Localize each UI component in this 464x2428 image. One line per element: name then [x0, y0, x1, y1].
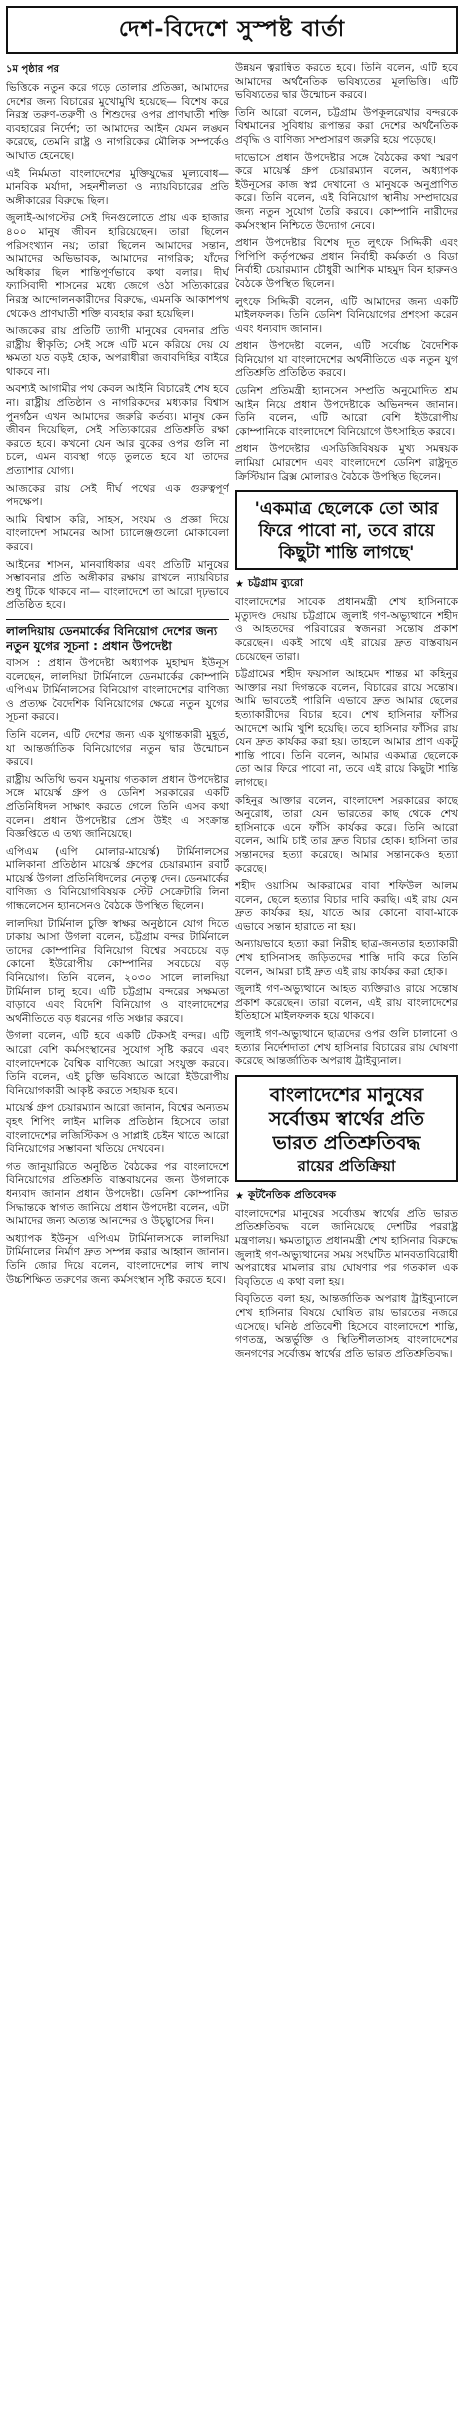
paragraph: শহীদ ওয়াসিম আকরামের বাবা শফিউল আলম বলেন, ছেলে হত্যার বিচার দাবি করছি। এই রায় যেন দ্রুত কার্যকর হয়, যাতে আর কোনো বাবা-মাকে এভাবে সন্তান হারাতে না হয়।: [235, 880, 458, 933]
paragraph: তিনি আরো বলেন, চট্টগ্রাম উপকূলরেখার বন্দরকে বিশ্বমানের সুবিধায় রূপান্তর করা দেশের অর্থনৈতিক প্রবৃদ্ধি ও বাণিজ্য সম্প্রসারণ জরুরি হয়ে পড়েছে।: [235, 106, 458, 146]
paragraph: উন্নয়ন ত্বরান্বিত করতে হবে। তিনি বলেন, এটি হবে আমাদের অর্থনৈতিক ভবিষ্যতের মূলভিত্তি। এটি ভবিষ্যতের দ্বার উন্মোচন করবে।: [235, 62, 458, 102]
paragraph: জুলাই গণ-অভ্যুত্থানে আহত ব্যক্তিরাও রায়ে সন্তোষ প্রকাশ করেছেন। তারা বলেন, এই রায় বাংলাদেশের ইতিহাসে মাইলফলক হয়ে থাকবে।: [235, 983, 458, 1023]
paragraph: দাভোসে প্রধান উপদেষ্টার সঙ্গে বৈঠকের কথা স্মরণ করে মায়ের্স্ক গ্রুপ চেয়ারম্যান বলেন, অধ্যাপক ইউনূসের কাজ স্বপ্ন দেখানো ও মানুষকে অনুপ্রাণিত করে। তিনি বলেন, এই বিনিয়োগ স্থানীয় সম্প্রদায়ের জন্য নতুন সুযোগ তৈরি করবে। কোম্পানি নারীদের কর্মসংস্থান নিশ্চিতে উদ্যোগ নেবে।: [235, 151, 458, 232]
headline-box: [235, 1075, 458, 1182]
paragraph: আমি বিশ্বাস করি, সাহস, সংযম ও প্রজ্ঞা দিয়ে বাংলাদেশ সামনের আসা চ্যালেঞ্জগুলো মোকাবেলা করবে।: [6, 513, 229, 553]
byline-text: চট্টগ্রাম ব্যুরো: [247, 577, 304, 590]
headline-sub: রায়ের প্রতিক্রিয়া: [297, 1156, 396, 1175]
byline: [235, 1188, 458, 1205]
byline-text: কূটনৈতিক প্রতিবেদক: [247, 1188, 337, 1201]
paragraph: প্রধান উপদেষ্টার বিশেষ দূত লুৎফে সিদ্দিকী এবং পিপিপি কর্তৃপক্ষের প্রধান নির্বাহী কর্মকর্তা ও বিডা নির্বাহী চেয়ারম্যান চৌধুরী আশিক মাহমুদ বিন হারুনও বৈঠকে উপস্থিত ছিলেন।: [235, 237, 458, 290]
paragraph: প্রধান উপদেষ্টার এসডিজিবিষয়ক মুখ্য সমন্বয়ক লামিয়া মোরশেদ এবং বাংলাদেশে ডেনিশ রাষ্ট্রদূত ক্রিস্টিয়ান ব্রিক্স মোলারও বৈঠকে উপস্থিত ছিলেন।: [235, 443, 458, 483]
headline-line: বাংলাদেশের মানুষের: [269, 1083, 424, 1106]
article-columns: [6, 62, 458, 2422]
headline-line: ফিরে পাবো না, তবে রায়ে: [258, 521, 435, 542]
paragraph: এই নির্মমতা বাংলাদেশের মুক্তিযুদ্ধের মূল্যবোধ— মানবিক মর্যাদা, সহনশীলতা ও ন্যায়বিচারের প্রতি অঙ্গীকারের বিরুদ্ধে ছিল।: [6, 167, 229, 207]
paragraph: আইনের শাসন, মানবাধিকার এবং প্রতিটি মানুষের সম্ভাবনার প্রতি অঙ্গীকার রক্ষায় রাখলে ন্যায়বিচার শুধু টিকে থাকবে না— বাংলাদেশে তা আরো দৃঢ়ভাবে প্রতিষ্ঠিত হবে।: [6, 558, 229, 612]
subheadline: লালদিয়ায় ডেনমার্কের বিনিয়োগ দেশের জন্য নতুন যুগের সূচনা : প্রধান উপদেষ্টা: [6, 619, 229, 654]
paragraph: প্রধান উপদেষ্টা বলেন, এটি সর্বোচ্চ বৈদেশিক বিনিয়োগ যা বাংলাদেশের অর্থনীতিতে এক নতুন যুগ প্রতিশ্রুতি প্রতিষ্ঠিত করবে।: [235, 340, 458, 380]
paragraph: কহিনুর আক্তার বলেন, বাংলাদেশ সরকারের কাছে অনুরোধ, তারা যেন ভারতের কাছ থেকে শেখ হাসিনাকে এনে ফাঁসি কার্যকর করে। তিনি আরো বলেন, আমি চাই তার দ্রুত বিচার হোক। হাসিনা তার সন্তানদের হত্যা করেছে। আমার সন্তানকেও হত্যা করেছে।: [235, 794, 458, 875]
paragraph: জুলাই গণ-অভ্যুত্থানে ছাত্রদের ওপর গুলি চালানো ও হত্যার নির্দেশদাতা শেখ হাসিনার বিচারের রায় ঘোষণা করেছে আন্তর্জাতিক অপরাধ ট্রাইব্যুনাল।: [235, 1028, 458, 1068]
paragraph: অবশ্যই আগামীর পথ কেবল আইনি বিচারেই শেষ হবে না। রাষ্ট্রীয় প্রতিষ্ঠান ও নাগরিকদের মধ্যকার বিশ্বাস পুনর্গঠন এখন আমাদের জরুরি কর্তব্য। মানুষ কেন জীবন দিয়েছিল, সেই সত্যিকারের প্রতিশ্রুতি রক্ষা করতে হবে। কখনো যেন আর বুকের ওপর গুলি না চলে, এমন ব্যবস্থা গড়ে তুলতে হবে যা তাদের প্রত্যাশার যোগ্য।: [6, 383, 229, 478]
paragraph: রাষ্ট্রীয় অতিথি ভবন যমুনায় গতকাল প্রধান উপদেষ্টার সঙ্গে মায়ের্স্ক গ্রুপ ও ডেনিশ সরকারের একটি প্রতিনিধিদল সাক্ষাৎ করতে গেলে তিনি এসব কথা বলেন। প্রধান উপদেষ্টার প্রেস উইং এ সংক্রান্ত বিজ্ঞপ্তিতে এ তথ্য জানিয়েছে।: [6, 773, 229, 841]
left-column: [6, 62, 229, 2422]
continued-from-label: ১ম পৃষ্ঠার পর: [6, 64, 59, 75]
paragraph: অন্যায়ভাবে হত্যা করা নিরীহ ছাত্র-জনতার হত্যাকারী শেখ হাসিনাসহ জড়িতদের শাস্তি দাবি করে তিনি বলেন, আমরা চাই দ্রুত এই রায় কার্যকর করা হোক।: [235, 938, 458, 978]
paragraph: বাংলাদেশের মানুষের সর্বোত্তম স্বার্থের প্রতি ভারত প্রতিশ্রুতিবদ্ধ বলে জানিয়েছে দেশটির পররাষ্ট্র মন্ত্রণালয়। ক্ষমতাচ্যুত প্রধানমন্ত্রী শেখ হাসিনার বিরুদ্ধে জুলাই গণ-অভ্যুত্থানের সময় সংঘটিত মানবতাবিরোধী অপরাধের মামলার রায় ঘোষণার পর গতকাল এক বিবৃতিতে এ কথা বলা হয়।: [235, 1207, 458, 1288]
headline-box: [235, 490, 458, 570]
banner-title: দেশ-বিদেশে সুস্পষ্ট বার্তা: [118, 15, 346, 42]
paragraph: বাংলাদেশের সাবেক প্রধানমন্ত্রী শেখ হাসিনাকে মৃত্যুদণ্ড দেয়ায় চট্টগ্রামে জুলাই গণ-অভ্যুত্থানে শহীদ ও আহতদের পরিবারের স্বজনরা সন্তোষ প্রকাশ করেছেন। একই সাথে এই রায়ের দ্রুত বাস্তবায়ন চেয়েছেন তারা।: [235, 596, 458, 663]
paragraph: এপিএম (এপি মোলার-মায়ের্স্ক) টার্মিনালসের মালিকানা প্রতিষ্ঠান মায়ের্স্ক গ্রুপের চেয়ারম্যান রবার্ট মায়ের্স্ক উগলা প্রতিনিধিদলের নেতৃত্ব দেন। ডেনমার্কের বাণিজ্য ও বিনিয়োগবিষয়ক স্টেট সেক্রেটারি লিনা গান্ধলেসেন হ্যানসেনও বৈঠকে উপস্থিত ছিলেন।: [6, 845, 229, 913]
headline-line: ভারত প্রতিশ্রুতিবদ্ধ: [272, 1131, 421, 1154]
paragraph: মায়ের্স্ক গ্রুপ চেয়ারম্যান আরো জানান, বিশ্বের অন্যতম বৃহৎ শিপিং লাইন মালিক প্রতিষ্ঠান হিসেবে তারা বাংলাদেশের লজিস্টিকস ও সাপ্লাই চেইন খাতে আরো বিনিয়োগের সম্ভাবনা খতিয়ে দেখবেন।: [6, 1102, 229, 1156]
paragraph: ডেনিশ প্রতিমন্ত্রী হ্যানসেন সম্প্রতি অনুমোদিত শ্রম আইন নিয়ে প্রধান উপদেষ্টাকে অভিনন্দন জানান। তিনি বলেন, এটি আরো বেশি ইউরোপীয় কোম্পানিকে বাংলাদেশে বিনিয়োগে উৎসাহিত করবে।: [235, 385, 458, 438]
right-column: [235, 62, 458, 2422]
paragraph: বিবৃতিতে বলা হয়, আন্তর্জাতিক অপরাধ ট্রাইব্যুনালে শেখ হাসিনার বিষয়ে ঘোষিত রায় ভারতের নজরে এসেছে। ঘনিষ্ঠ প্রতিবেশী হিসেবে বাংলাদেশে শান্তি, গণতন্ত্র, অন্তর্ভুক্তি ও স্থিতিশীলতাসহ বাংলাদেশের জনগণের সর্বোত্তম স্বার্থের প্রতি ভারত প্রতিশ্রুতিবদ্ধ।: [235, 1293, 458, 1360]
byline: [235, 576, 458, 593]
paragraph: লুৎফে সিদ্দিকী বলেন, এটি আমাদের জন্য একটি মাইলফলক। তিনি ডেনিশ বিনিয়োগের প্রশংসা করেন এবং ধন্যবাদ জানান।: [235, 295, 458, 335]
paragraph: বাসস : প্রধান উপদেষ্টা অধ্যাপক মুহাম্মদ ইউনূস বলেছেন, লালদিয়া টার্মিনালে ডেনমার্কের কোম্পানি এপিএম টার্মিনালসের বিনিয়োগ বাংলাদেশের বাণিজ্য ও প্রত্যক্ষ বৈদেশিক বিনিয়োগের ক্ষেত্রে নতুন যুগের সূচনা করবে।: [6, 656, 229, 724]
paragraph: তিনি বলেন, এটি দেশের জন্য এক যুগান্তকারী মুহূর্ত, যা আন্তর্জাতিক বিনিয়োগের নতুন দ্বার উন্মোচন করবে।: [6, 728, 229, 769]
paragraph: আজকের রায় সেই দীর্ঘ পথের এক গুরুত্বপূর্ণ পদক্ষেপ।: [6, 482, 229, 509]
headline-line: সর্বোত্তম স্বার্থের প্রতি: [269, 1107, 424, 1130]
paragraph: উগলা বলেন, এটি হবে একটি টেকসই বন্দর। এটি আরো বেশি কর্মসংস্থানের সুযোগ সৃষ্টি করবে এবং বাংলাদেশকে বৈশ্বিক বাণিজ্যে আরো সংযুক্ত করবে। তিনি বলেন, এই চুক্তি ভবিষ্যতে আরো ইউরোপীয় বিনিয়োগকারী আকৃষ্ট করতে সহায়ক হবে।: [6, 1030, 229, 1097]
headline-line: 'একমাত্র ছেলেকে তো আর: [254, 499, 439, 520]
paragraph: চট্টগ্রামের শহীদ ফয়সাল আহমেদ শান্তর মা কহিনুর আক্তার নয়া দিগন্তকে বলেন, বিচারের রায়ে সন্তোষ। আমি ভাবতেই পারিনি এভাবে দ্রুত আমার ছেলের হত্যাকারীদের বিচার হবে। শেখ হাসিনার ফাঁসির আদেশে আমি খুশি হয়েছি। তবে হাসিনার ফাঁসির রায় যেন দ্রুত কার্যকর করা হয়। তাহলে আমার প্রাণ একটু শান্তি পাবে। তিনি বলেন, আমার একমাত্র ছেলেকে তো আর ফিরে পাবো না, তবে এই রায়ে কিছুটা শান্তি লাগছে।: [235, 668, 458, 789]
paragraph: আজকের রায় প্রতিটি ত্যাগী মানুষের বেদনার প্রতি রাষ্ট্রীয় স্বীকৃতি; সেই সঙ্গে এটি মনে করিয়ে দেয় যে ক্ষমতা যত বড়ই হোক, অপরাধীরা জবাবদিহির বাইরে থাকবে না।: [6, 325, 229, 378]
paragraph: ভিত্তিকে নতুন করে গড়ে তোলার প্রতিজ্ঞা, আমাদের দেশের জন্য বিচারের মুখোমুখি হয়েছে— বিশেষ করে নিরস্ত্র তরুণ-তরুণী ও শিশুদের ওপর প্রাণঘাতী শক্তি ব্যবহারের নির্দেশ; তা আমাদের আইন যেমন লঙ্ঘন করেছে, তেমনি রাষ্ট্র ও নাগরিকের মৌলিক সম্পর্কেও আঘাত হেনেছে।: [6, 82, 229, 162]
headline-line: কিছুটা শান্তি লাগছে': [278, 543, 415, 564]
section-banner: [6, 6, 458, 54]
paragraph: অধ্যাপক ইউনূস এপিএম টার্মিনালসকে লালদিয়া টার্মিনালের নির্মাণ দ্রুত সম্পন্ন করার আহ্বান জানান। তিনি জোর দিয়ে বলেন, বাংলাদেশের লাখ লাখ উচ্চশিক্ষিত তরুণের জন্য কর্মসংস্থান সৃষ্টি করতে হবে।: [6, 1232, 229, 1286]
paragraph: জুলাই-আগস্টের সেই দিনগুলোতে প্রায় এক হাজার ৪০০ মানুষ জীবন হারিয়েছেন। তারা ছিলেন পরিসংখ্যান নয়; তারা ছিলেন আমাদের সন্তান, আমাদের অভিভাবক, আমাদের নাগরিক; যাঁদের অধিকার ছিল শান্তিপূর্ণভাবে কথা বলার। দীর্ঘ ফ্যাসিবাদী শাসনের মধ্যে জেগে ওঠা সত্যিকারের নিরস্ত্র আন্দোলনকারীদের বিরুদ্ধে, এমনকি আকাশপথ থেকেও প্রাণঘাতী শক্তি ব্যবহার করা হয়েছিল।: [6, 212, 229, 320]
star-icon: ★: [235, 1190, 244, 1202]
paragraph: লালদিয়া টার্মিনাল চুক্তি স্বাক্ষর অনুষ্ঠানে যোগ দিতে ঢাকায় আসা উগলা বলেন, চট্টগ্রাম বন্দর টার্মিনালে তাদের কোম্পানির বিনিয়োগ বিশ্বের সবচেয়ে বড় কোনো ইউরোপীয় কোম্পানির সবচেয়ে বড় বিনিয়োগ। তিনি বলেন, ২০৩০ সালে লালদিয়া টার্মিনাল চালু হবে। এটি চট্টগ্রাম বন্দরের সক্ষমতা বাড়াবে এবং বিদেশি বিনিয়োগ ও বাংলাদেশের অর্থনীতিতে বড় ধরনের গতি সঞ্চার করবে।: [6, 917, 229, 1025]
star-icon: ★: [235, 579, 244, 591]
paragraph: গত জানুয়ারিতে অনুষ্ঠিত বৈঠকের পর বাংলাদেশে বিনিয়োগের প্রতিশ্রুতি বাস্তবায়নের জন্য উগলাকে ধন্যবাদ জানান প্রধান উপদেষ্টা। ডেনিশ কোম্পানির সিদ্ধান্তকে স্বাগত জানিয়ে প্রধান উপদেষ্টা বলেন, এটা আমাদের জন্য অত্যন্ত আনন্দের ও উচ্ছ্বাসের দিন।: [6, 1160, 229, 1228]
